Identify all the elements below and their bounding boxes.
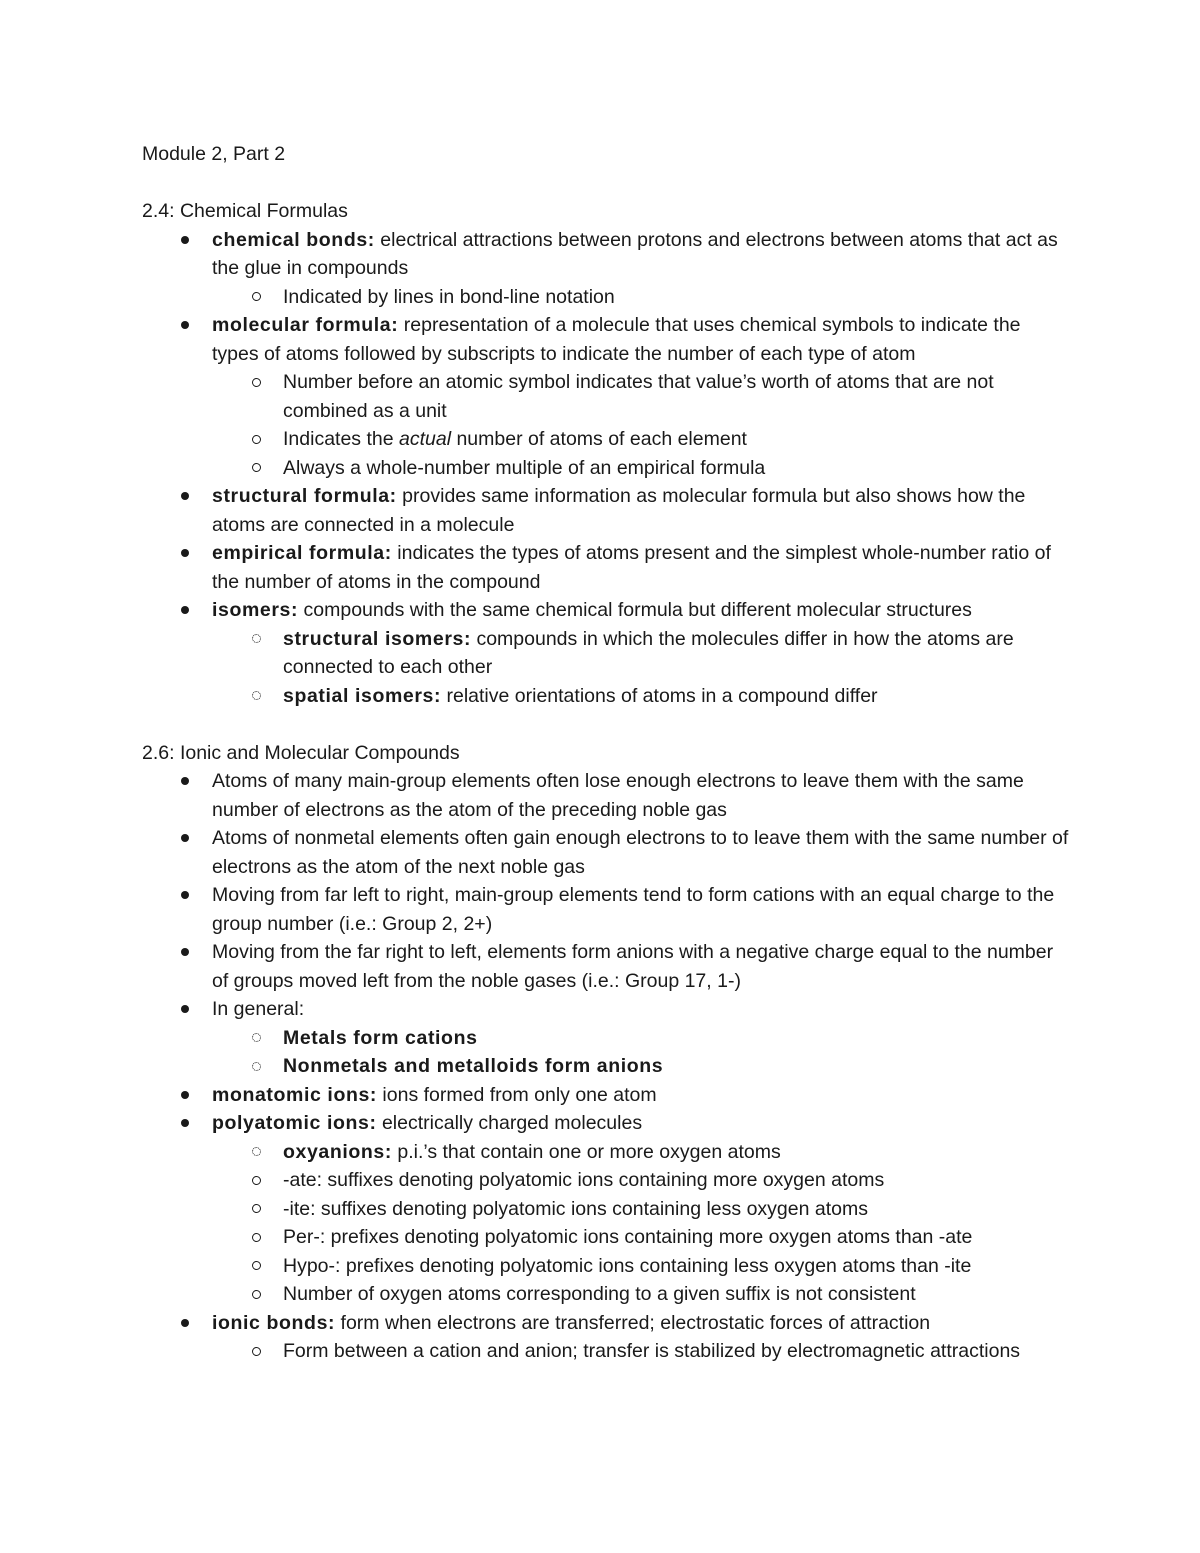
list-item [142,1081,1072,1110]
term-label: monatomic ions: [212,1083,378,1106]
term-label: Metals form cations [283,1026,478,1049]
list-item [142,1252,1072,1281]
hollow-bullet-icon [249,1280,263,1309]
list-item [142,1109,1072,1138]
item-text: Indicated by lines in bond-line notation [283,285,615,308]
dotted-bullet-icon [249,1052,263,1081]
hollow-bullet-icon [249,1337,263,1366]
item-text: -ate: suffixes denoting polyatomic ions containing more oxygen atoms [283,1169,885,1191]
hollow-bullet-icon [249,1195,263,1224]
term-label: Nonmetals and metalloids form anions [283,1055,664,1077]
section-list-chemical-formulas [142,226,1072,711]
list-item [142,1024,1072,1053]
list-item [142,226,1072,283]
term-label: oxyanions: [283,1140,392,1163]
definition-text: indicates the types of atoms present and the simplest whole-number ratio of the number of atoms in the compound [212,542,1051,593]
list-item [142,824,1072,881]
list-item [142,1337,1072,1366]
dotted-bullet-icon [249,682,263,711]
definition-text: electrically charged molecules [376,1112,643,1134]
bullet-icon [178,482,192,511]
section-heading-chemical-formulas: 2.4: Chemical Formulas [142,200,348,222]
bullet-icon [178,881,192,910]
bullet-icon [178,539,192,568]
item-text-post: number of atoms of each element [451,428,747,450]
list-item [142,454,1072,483]
item-text: Atoms of many main-group elements often lose enough electrons to leave them with the same number of electrons as the atom of the preceding noble gas [212,770,1024,821]
dotted-bullet-icon [249,1138,263,1167]
definition-text: compounds in which the molecules differ in how the atoms are connected to each other [283,627,1014,678]
dotted-bullet-icon [249,625,263,654]
definition-text: compounds with the same chemical formula but different molecular structures [298,599,972,621]
bullet-icon [178,1109,192,1138]
term-label: structural formula: [212,485,397,507]
term-label: polyatomic ions: [212,1112,377,1134]
hollow-bullet-icon [249,283,263,312]
item-text: Per-: prefixes denoting polyatomic ions containing more oxygen atoms than -ate [283,1226,973,1248]
item-text-emphasis: actual [399,428,452,450]
list-item [142,539,1072,596]
list-item [142,311,1072,368]
section-list-ionic-molecular-compounds [142,767,1072,1366]
bullet-icon [178,1081,192,1110]
document-page [142,140,1072,1366]
list-item [142,995,1072,1024]
item-text: Number before an atomic symbol indicates that value’s worth of atoms that are not combined as a unit [283,371,994,422]
spacer [142,710,1072,739]
document-title: Module 2, Part 2 [142,143,286,165]
list-item [142,482,1072,539]
definition-text: p.i.’s that contain one or more oxygen atoms [391,1140,781,1163]
definition-text: representation of a molecule that uses chemical symbols to indicate the types of atoms followed by subscripts to indicate the number of each type of atom [212,314,1021,365]
list-item [142,682,1072,711]
spacer [142,169,1072,198]
dotted-bullet-icon [249,1024,263,1053]
hollow-bullet-icon [249,368,263,397]
term-label: spatial isomers: [283,684,442,707]
list-item [142,1195,1072,1224]
list-item [142,425,1072,454]
list-item [142,1309,1072,1338]
hollow-bullet-icon [249,425,263,454]
item-text: Moving from the far right to left, elements form anions with a negative charge equal to the number of groups moved left from the noble gases (i.e.: Group 17, 1-) [212,941,1054,992]
term-label: ionic bonds: [212,1311,336,1334]
item-text: In general: [212,998,305,1020]
bullet-icon [178,226,192,255]
item-text: Always a whole-number multiple of an empirical formula [283,456,766,479]
definition-text: ions formed from only one atom [377,1083,657,1106]
item-text: Hypo-: prefixes denoting polyatomic ions containing less oxygen atoms than -ite [283,1254,972,1277]
hollow-bullet-icon [249,1166,263,1195]
definition-text: electrical attractions between protons and electrons between atoms that act as the glue in compounds [212,228,1058,279]
list-item [142,283,1072,312]
term-label: molecular formula: [212,314,399,336]
list-item [142,1052,1072,1081]
list-item [142,1280,1072,1309]
bullet-icon [178,596,192,625]
hollow-bullet-icon [249,1223,263,1252]
item-text: -ite: suffixes denoting polyatomic ions containing less oxygen atoms [283,1197,868,1220]
term-label: structural isomers: [283,627,472,650]
list-item [142,625,1072,682]
item-text: Number of oxygen atoms corresponding to a given suffix is not consistent [283,1283,916,1305]
bullet-icon [178,1309,192,1338]
definition-text: provides same information as molecular formula but also shows how the atoms are connected in a molecule [212,485,1026,536]
term-label: empirical formula: [212,542,392,564]
term-label: chemical bonds: [212,228,375,251]
item-text: Form between a cation and anion; transfer is stabilized by electromagnetic attractions [283,1340,1021,1362]
item-text-pre: Indicates the [283,428,399,450]
hollow-bullet-icon [249,1252,263,1281]
list-item [142,938,1072,995]
list-item [142,767,1072,824]
bullet-icon [178,311,192,340]
list-item [142,596,1072,625]
term-label: isomers: [212,599,299,621]
definition-text: relative orientations of atoms in a compound differ [441,684,878,707]
list-item [142,1223,1072,1252]
section-heading-ionic-molecular-compounds: 2.6: Ionic and Molecular Compounds [142,741,460,764]
bullet-icon [178,824,192,853]
list-item [142,1166,1072,1195]
bullet-icon [178,995,192,1024]
hollow-bullet-icon [249,454,263,483]
list-item [142,368,1072,425]
list-item [142,881,1072,938]
item-text: Moving from far left to right, main-group elements tend to form cations with an equal charge to the group number (i.e.: Group 2, 2+) [212,884,1055,935]
definition-text: form when electrons are transferred; electrostatic forces of attraction [335,1311,931,1334]
list-item [142,1138,1072,1167]
item-text: Atoms of nonmetal elements often gain enough electrons to to leave them with the same number of electrons as the atom of the next noble gas [212,827,1069,878]
bullet-icon [178,938,192,967]
bullet-icon [178,767,192,796]
